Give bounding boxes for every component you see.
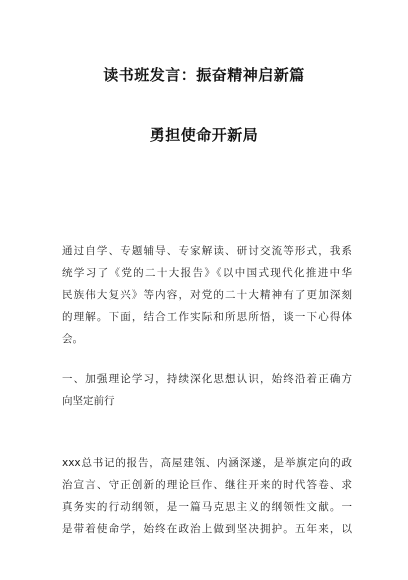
text-line: 会。 — [62, 333, 83, 345]
text-line: xxx总书记的报告，高屋建瓴、内涵深遂，是举旗定向的政 — [62, 457, 352, 469]
text-line: 治宣言、守正创新的理论巨作、继往开来的时代答卷、求 — [62, 479, 352, 491]
text-line: 真务实的行动纲领，是一篇马克思主义的纲领性文献。一 — [62, 501, 352, 513]
paragraph-body — [62, 452, 352, 540]
paragraph-intro — [62, 240, 352, 350]
section-heading-1 — [62, 368, 352, 412]
text-line: 向坚定前行 — [62, 395, 115, 407]
text-line: 的理解。下面，结合工作实际和所思所悟，谈一下心得体 — [62, 311, 352, 323]
text-line: 一、加强理论学习，持续深化思想认识，始终沿着正确方 — [62, 373, 352, 385]
document-title: 读书班发言：振奋精神启新篇 — [103, 66, 305, 84]
text-line: 统学习了《党的二十大报告》《以中国式现代化推进中华 — [62, 267, 352, 279]
text-line: 是带着使命学，始终在政治上做到坚决拥护。五年来，以 — [62, 523, 352, 535]
document-subtitle: 勇担使命开新局 — [149, 126, 259, 144]
text-line: 通过自学、专题辅导、专家解读、研讨交流等形式，我系 — [62, 245, 352, 257]
text-line: 民族伟大复兴》等内容，对党的二十大精神有了更加深刻 — [62, 289, 352, 301]
